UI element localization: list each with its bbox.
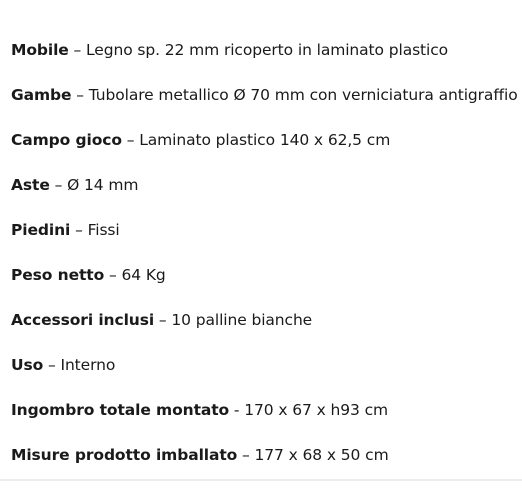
spec-row-misure-imballato [11, 444, 519, 489]
spec-row-mobile [11, 39, 519, 84]
spec-separator: – [154, 311, 172, 329]
spec-label: Campo gioco [11, 131, 122, 149]
spec-value: 10 palline bianche [171, 311, 313, 329]
spec-separator: – [121, 131, 140, 149]
spec-value: Interno [60, 356, 116, 374]
spec-label: Ingombro totale montato [11, 401, 230, 419]
spec-separator: - [229, 401, 245, 419]
spec-label: Misure prodotto imballato [11, 446, 238, 464]
spec-value: Ø 14 mm [67, 176, 139, 194]
spec-value: Laminato plastico 140 x 62,5 cm [139, 131, 391, 149]
spec-label: Aste [11, 176, 50, 194]
spec-separator: – [70, 221, 88, 239]
spec-value: Tubolare metallico Ø 70 mm con verniciatura antigraffio [88, 86, 518, 104]
spec-row-accessori-inclusi [11, 309, 519, 354]
spec-label: Mobile [11, 41, 69, 59]
spec-label: Gambe [11, 86, 72, 104]
spec-label: Accessori inclusi [11, 311, 155, 329]
spec-value: 64 Kg [121, 266, 166, 284]
spec-row-uso [11, 354, 519, 399]
spec-value: 170 x 67 x h93 cm [244, 401, 389, 419]
spec-row-gambe [11, 84, 519, 129]
spec-row-campo-gioco [11, 129, 519, 174]
spec-separator: – [71, 86, 89, 104]
spec-separator: – [43, 356, 61, 374]
spec-value: Legno sp. 22 mm ricoperto in laminato plastico [86, 41, 449, 59]
spec-row-piedini [11, 219, 519, 264]
spec-separator: – [104, 266, 122, 284]
spec-label: Peso netto [11, 266, 105, 284]
spec-row-ingombro-totale [11, 399, 519, 444]
spec-row-aste [11, 174, 519, 219]
spec-value: Fissi [87, 221, 120, 239]
spec-value: 177 x 68 x 50 cm [254, 446, 389, 464]
product-spec-list [11, 39, 519, 489]
spec-label: Piedini [11, 221, 71, 239]
spec-separator: – [237, 446, 255, 464]
spec-separator: – [49, 176, 68, 194]
spec-label: Uso [11, 356, 44, 374]
spec-separator: – [68, 41, 87, 59]
spec-row-peso-netto [11, 264, 519, 309]
